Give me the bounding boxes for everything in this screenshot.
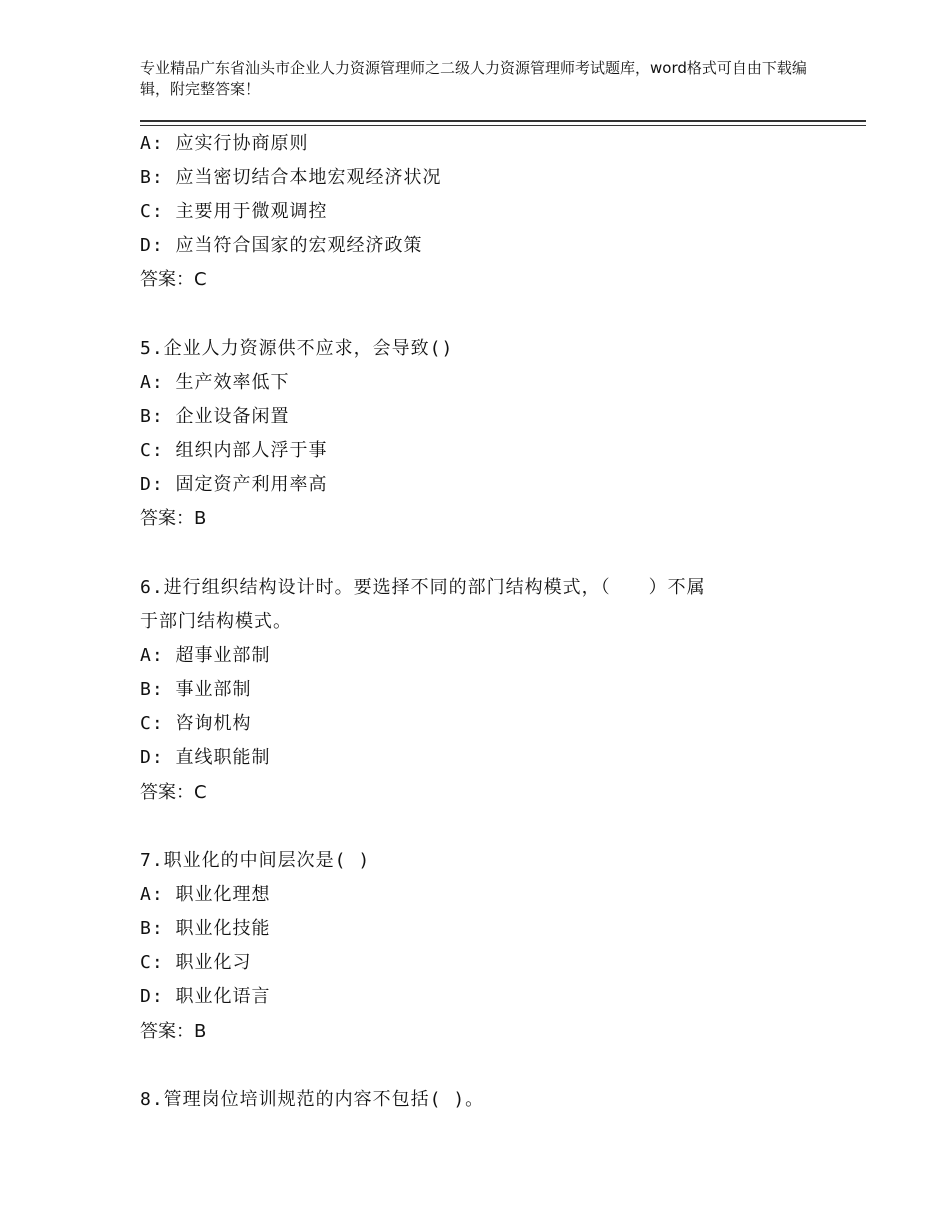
q5-option-c: C: 组织内部人浮于事 [140, 440, 328, 461]
header-rule-thick [140, 120, 866, 122]
q6-stem-line1: 6.进行组织结构设计时。要选择不同的部门结构模式，（ ）不属 [140, 577, 706, 598]
q6-option-d: D: 直线职能制 [140, 747, 271, 768]
q7-option-a: A: 职业化理想 [140, 884, 271, 905]
q5-option-a: A: 生产效率低下 [140, 372, 290, 393]
page-header-text: 专业精品广东省汕头市企业人力资源管理师之二级人力资源管理师考试题库，word格式可自由下载编辑，附完整答案！ [140, 59, 807, 98]
q6-option-c: C: 咨询机构 [140, 713, 252, 734]
q7-stem: 7.职业化的中间层次是( ) [140, 850, 371, 871]
header-rule-thin [140, 125, 866, 126]
q5-option-d: D: 固定资产利用率高 [140, 474, 328, 495]
q6-answer: 答案：C [140, 782, 207, 803]
q7-option-b: B: 职业化技能 [140, 918, 271, 939]
q5-option-b: B: 企业设备闲置 [140, 406, 290, 427]
q4-answer: 答案：C [140, 269, 207, 290]
q4-option-d: D: 应当符合国家的宏观经济政策 [140, 235, 423, 256]
q7-option-c: C: 职业化习 [140, 952, 252, 973]
q4-option-c: C: 主要用于微观调控 [140, 201, 328, 222]
q8-stem: 8.管理岗位培训规范的内容不包括( )。 [140, 1089, 485, 1110]
q6-option-a: A: 超事业部制 [140, 645, 271, 666]
q7-answer: 答案：B [140, 1021, 207, 1042]
q7-option-d: D: 职业化语言 [140, 986, 271, 1007]
q4-option-b: B: 应当密切结合本地宏观经济状况 [140, 167, 442, 188]
q4-option-a: A: 应实行协商原则 [140, 133, 309, 154]
q5-answer: 答案：B [140, 508, 207, 529]
q6-stem-line2: 于部门结构模式。 [140, 611, 292, 632]
q6-option-b: B: 事业部制 [140, 679, 252, 700]
q5-stem: 5.企业人力资源供不应求，会导致() [140, 338, 454, 359]
